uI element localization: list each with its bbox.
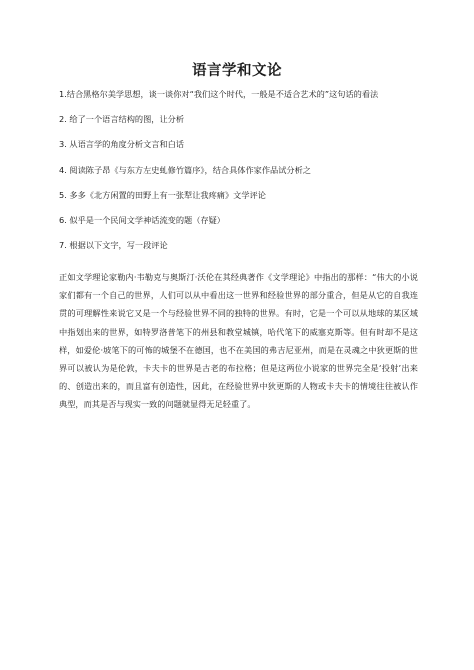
quoted-passage: 正如文学理论家勒内·韦勒克与奥斯汀·沃伦在其经典著作《文学理论》中指出的那样：“伟大的小说家们都有一个自己的世界，人们可以从中看出这一世界和经验世界的部分重合，但是从它的自我连贯的可理解性来说它又是一个与经验世界不同的独特的世界。有时，它是一个可以从地球的某区域中指划出来的世界，如特罗洛普笔下的州县和教堂城镇，哈代笔下的威塞克斯等。但有时却不是这样，如爱伦·坡笔下的可怖的城堡不在德国，也不在美国的弗吉尼亚州，而是在灵魂之中狄更斯的世界可以被认为是伦敦，卡夫卡的世界是古老的布拉格；但是这两位小说家的世界完全是‘投射’出来的、创造出来的，而且富有创造性，因此，在经验世界中狄更斯的人物或卡夫卡的情境往往被认作典型，而其是否与现实一致的问题就显得无足轻重了。: [59, 272, 418, 410]
question-item: 7. 根据以下文字，写一段评论: [59, 240, 168, 251]
question-item: 4. 阅读陈子昂《与东方左史虬修竹篇序》，结合具体作家作品试分析之: [59, 164, 311, 175]
question-item: 3. 从语言学的角度分析文言和白话: [59, 139, 185, 150]
document-title: 语言学和文论: [192, 63, 282, 79]
question-list: [59, 89, 419, 265]
question-item: 6. 似乎是一个民间文学神话流变的题（存疑）: [59, 214, 225, 225]
question-item: 5. 多多《北方闲置的田野上有一张犁让我疼痛》文学评论: [59, 189, 266, 200]
question-item: 2. 给了一个语言结构的图，让分析: [59, 114, 185, 125]
question-item: 1.结合黑格尔美学思想，谈一谈你对“我们这个时代，一般是不适合艺术的”这句话的看法: [59, 89, 379, 99]
